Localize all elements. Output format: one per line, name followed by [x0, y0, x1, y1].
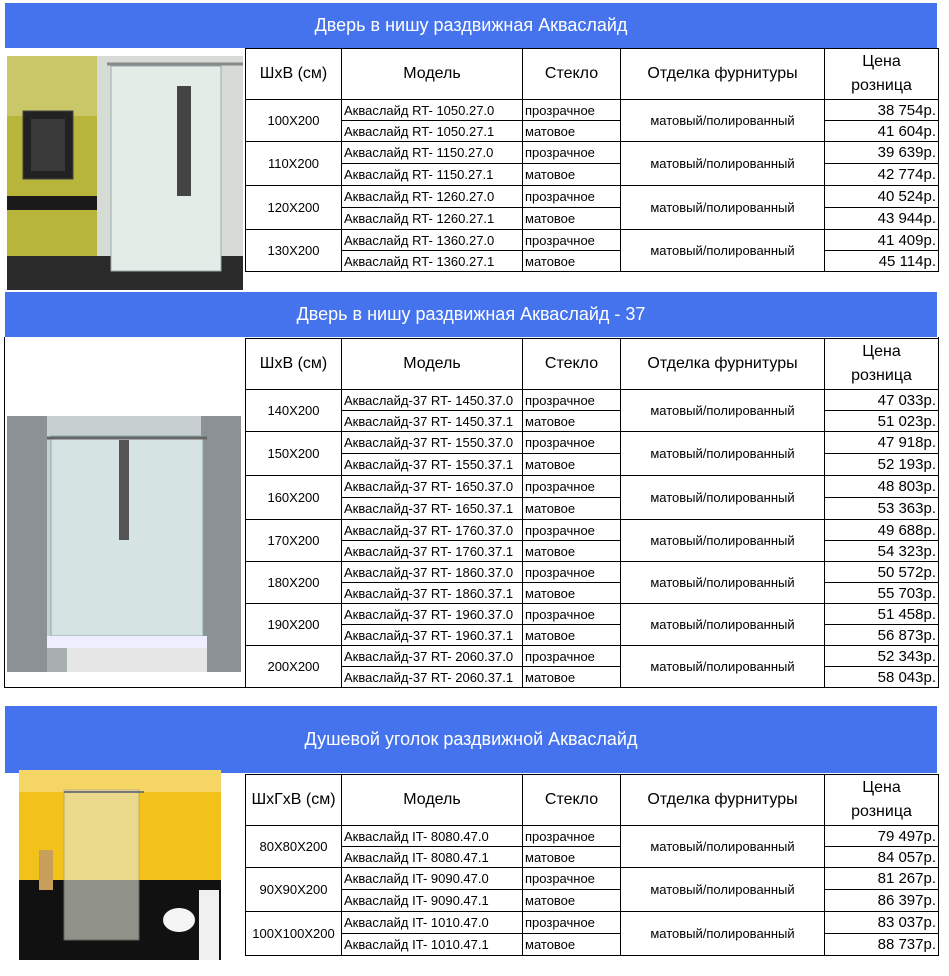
- finish-cell: матовый/полированный: [621, 390, 825, 432]
- glass-cell: матовое: [523, 121, 621, 142]
- finish-cell: матовый/полированный: [621, 826, 825, 868]
- model-cell: Акваслайд IT- 8080.47.1: [342, 847, 523, 868]
- size-cell: 140Х200: [246, 390, 342, 432]
- price-cell: 43 944р.: [825, 208, 939, 230]
- table-row: [246, 868, 939, 890]
- shower-corner-illustration: [19, 770, 221, 960]
- table-row: [246, 164, 939, 186]
- size-cell: 170Х200: [246, 520, 342, 562]
- header-model: Модель: [342, 775, 523, 826]
- model-cell: Акваслайд RT- 1360.27.1: [342, 251, 523, 272]
- table-row: [246, 625, 939, 646]
- finish-cell: матовый/полированный: [621, 868, 825, 912]
- table-row: [246, 604, 939, 625]
- header-price: Цена розница: [825, 339, 939, 390]
- size-cell: 100Х100Х200: [246, 912, 342, 956]
- model-cell: Акваслайд-37 RT- 1550.37.1: [342, 454, 523, 476]
- size-cell: 120Х200: [246, 186, 342, 230]
- table-row: [246, 934, 939, 956]
- finish-cell: матовый/полированный: [621, 646, 825, 688]
- price-cell: 47 033р.: [825, 390, 939, 411]
- price-cell: 38 754р.: [825, 100, 939, 121]
- model-cell: Акваслайд-37 RT- 1760.37.1: [342, 541, 523, 562]
- table-row: [246, 251, 939, 272]
- finish-cell: матовый/полированный: [621, 186, 825, 230]
- header-finish: Отделка фурнитуры: [621, 49, 825, 100]
- table-row: [246, 912, 939, 934]
- price-cell: 51 023р.: [825, 411, 939, 432]
- price-cell: 55 703р.: [825, 583, 939, 604]
- table-row: [246, 667, 939, 688]
- section-3-banner: [5, 706, 937, 773]
- section-2-title: Дверь в нишу раздвижная Акваслайд - 37: [296, 304, 646, 324]
- glass-cell: матовое: [523, 583, 621, 604]
- header-glass: Стекло: [523, 339, 621, 390]
- model-cell: Акваслайд RT- 1360.27.0: [342, 230, 523, 251]
- glass-cell: прозрачное: [523, 476, 621, 498]
- price-cell: 41 409р.: [825, 230, 939, 251]
- table-row: [246, 890, 939, 912]
- price-cell: 49 688р.: [825, 520, 939, 541]
- model-cell: Акваслайд-37 RT- 2060.37.0: [342, 646, 523, 667]
- size-cell: 190Х200: [246, 604, 342, 646]
- size-cell: 180Х200: [246, 562, 342, 604]
- table-row: [246, 208, 939, 230]
- table-row: [246, 562, 939, 583]
- size-cell: 90Х90Х200: [246, 868, 342, 912]
- model-cell: Акваслайд RT- 1050.27.0: [342, 100, 523, 121]
- section-1-banner: [5, 3, 937, 48]
- size-cell: 130Х200: [246, 230, 342, 272]
- glass-cell: прозрачное: [523, 520, 621, 541]
- section-1-title: Дверь в нишу раздвижная Акваслайд: [314, 15, 628, 35]
- glass-cell: прозрачное: [523, 912, 621, 934]
- header-size: ШхВ (см): [246, 49, 342, 100]
- model-cell: Акваслайд RT- 1150.27.1: [342, 164, 523, 186]
- glass-cell: прозрачное: [523, 142, 621, 164]
- finish-cell: матовый/полированный: [621, 604, 825, 646]
- price-cell: 45 114р.: [825, 251, 939, 272]
- model-cell: Акваслайд-37 RT- 1550.37.0: [342, 432, 523, 454]
- glass-cell: прозрачное: [523, 230, 621, 251]
- header-finish: Отделка фурнитуры: [621, 775, 825, 826]
- header-size: ШхВ (см): [246, 339, 342, 390]
- shower-door-37-illustration: [7, 416, 241, 672]
- table-row: [246, 186, 939, 208]
- table-row: [246, 646, 939, 667]
- glass-cell: матовое: [523, 934, 621, 956]
- price-cell: 53 363р.: [825, 498, 939, 520]
- finish-cell: матовый/полированный: [621, 912, 825, 956]
- price-table-1: [245, 48, 939, 272]
- model-cell: Акваслайд-37 RT- 1650.37.1: [342, 498, 523, 520]
- price-cell: 51 458р.: [825, 604, 939, 625]
- price-table-3: [245, 774, 939, 956]
- header-model: Модель: [342, 339, 523, 390]
- model-cell: Акваслайд RT- 1150.27.0: [342, 142, 523, 164]
- table-row: [246, 411, 939, 432]
- size-cell: 100Х200: [246, 100, 342, 142]
- size-cell: 150Х200: [246, 432, 342, 476]
- glass-cell: матовое: [523, 541, 621, 562]
- model-cell: Акваслайд-37 RT- 1960.37.0: [342, 604, 523, 625]
- finish-cell: матовый/полированный: [621, 230, 825, 272]
- model-cell: Акваслайд IT- 1010.47.0: [342, 912, 523, 934]
- price-cell: 41 604р.: [825, 121, 939, 142]
- header-glass: Стекло: [523, 775, 621, 826]
- glass-cell: прозрачное: [523, 562, 621, 583]
- header-size: ШхГхВ (см): [246, 775, 342, 826]
- price-cell: 48 803р.: [825, 476, 939, 498]
- model-cell: Акваслайд IT- 8080.47.0: [342, 826, 523, 847]
- shower-door-illustration: [7, 56, 243, 290]
- table-row: [246, 390, 939, 411]
- glass-cell: матовое: [523, 890, 621, 912]
- product-photo-sliding-door: [7, 56, 243, 290]
- glass-cell: прозрачное: [523, 868, 621, 890]
- price-cell: 42 774р.: [825, 164, 939, 186]
- table-row: [246, 541, 939, 562]
- finish-cell: матовый/полированный: [621, 562, 825, 604]
- product-photo-sliding-door-37: [7, 416, 241, 672]
- table-row: [246, 100, 939, 121]
- price-cell: 39 639р.: [825, 142, 939, 164]
- finish-cell: матовый/полированный: [621, 432, 825, 476]
- price-cell: 81 267р.: [825, 868, 939, 890]
- price-table-2: [245, 338, 939, 688]
- glass-cell: матовое: [523, 251, 621, 272]
- glass-cell: матовое: [523, 164, 621, 186]
- table-row: [246, 454, 939, 476]
- glass-cell: матовое: [523, 625, 621, 646]
- model-cell: Акваслайд-37 RT- 1760.37.0: [342, 520, 523, 541]
- model-cell: Акваслайд-37 RT- 1450.37.0: [342, 390, 523, 411]
- model-cell: Акваслайд-37 RT- 1960.37.1: [342, 625, 523, 646]
- glass-cell: прозрачное: [523, 100, 621, 121]
- glass-cell: матовое: [523, 498, 621, 520]
- table-row: [246, 432, 939, 454]
- finish-cell: матовый/полированный: [621, 476, 825, 520]
- product-photo-shower-corner: [19, 770, 221, 960]
- header-model: Модель: [342, 49, 523, 100]
- model-cell: Акваслайд RT- 1050.27.1: [342, 121, 523, 142]
- finish-cell: матовый/полированный: [621, 520, 825, 562]
- table-row: [246, 476, 939, 498]
- table-row: [246, 847, 939, 868]
- model-cell: Акваслайд-37 RT- 2060.37.1: [342, 667, 523, 688]
- model-cell: Акваслайд RT- 1260.27.1: [342, 208, 523, 230]
- price-cell: 88 737р.: [825, 934, 939, 956]
- size-cell: 80Х80Х200: [246, 826, 342, 868]
- glass-cell: прозрачное: [523, 646, 621, 667]
- model-cell: Акваслайд IT- 1010.47.1: [342, 934, 523, 956]
- size-cell: 160Х200: [246, 476, 342, 520]
- price-cell: 50 572р.: [825, 562, 939, 583]
- price-cell: 40 524р.: [825, 186, 939, 208]
- header-price: Цена розница: [825, 49, 939, 100]
- table-row: [246, 121, 939, 142]
- model-cell: Акваслайд-37 RT- 1860.37.0: [342, 562, 523, 583]
- model-cell: Акваслайд IT- 9090.47.0: [342, 868, 523, 890]
- glass-cell: матовое: [523, 667, 621, 688]
- glass-cell: прозрачное: [523, 826, 621, 847]
- header-glass: Стекло: [523, 49, 621, 100]
- model-cell: Акваслайд-37 RT- 1860.37.1: [342, 583, 523, 604]
- glass-cell: матовое: [523, 411, 621, 432]
- price-cell: 58 043р.: [825, 667, 939, 688]
- size-cell: 200Х200: [246, 646, 342, 688]
- header-price: Цена розница: [825, 775, 939, 826]
- price-cell: 52 193р.: [825, 454, 939, 476]
- table-row: [246, 142, 939, 164]
- model-cell: Акваслайд RT- 1260.27.0: [342, 186, 523, 208]
- glass-cell: прозрачное: [523, 390, 621, 411]
- model-cell: Акваслайд-37 RT- 1650.37.0: [342, 476, 523, 498]
- section-3-title: Душевой уголок раздвижной Акваслайд: [304, 729, 638, 749]
- price-cell: 47 918р.: [825, 432, 939, 454]
- glass-cell: матовое: [523, 208, 621, 230]
- table-row: [246, 230, 939, 251]
- finish-cell: матовый/полированный: [621, 100, 825, 142]
- table-row: [246, 520, 939, 541]
- size-cell: 110Х200: [246, 142, 342, 186]
- model-cell: Акваслайд IT- 9090.47.1: [342, 890, 523, 912]
- table-row: [246, 583, 939, 604]
- finish-cell: матовый/полированный: [621, 142, 825, 186]
- price-cell: 54 323р.: [825, 541, 939, 562]
- glass-cell: матовое: [523, 454, 621, 476]
- glass-cell: прозрачное: [523, 604, 621, 625]
- price-cell: 83 037р.: [825, 912, 939, 934]
- glass-cell: прозрачное: [523, 186, 621, 208]
- header-finish: Отделка фурнитуры: [621, 339, 825, 390]
- price-cell: 84 057р.: [825, 847, 939, 868]
- price-cell: 56 873р.: [825, 625, 939, 646]
- section-2-banner: [5, 292, 937, 337]
- table-row: [246, 826, 939, 847]
- table-row: [246, 498, 939, 520]
- glass-cell: матовое: [523, 847, 621, 868]
- model-cell: Акваслайд-37 RT- 1450.37.1: [342, 411, 523, 432]
- price-cell: 79 497р.: [825, 826, 939, 847]
- price-cell: 52 343р.: [825, 646, 939, 667]
- price-cell: 86 397р.: [825, 890, 939, 912]
- glass-cell: прозрачное: [523, 432, 621, 454]
